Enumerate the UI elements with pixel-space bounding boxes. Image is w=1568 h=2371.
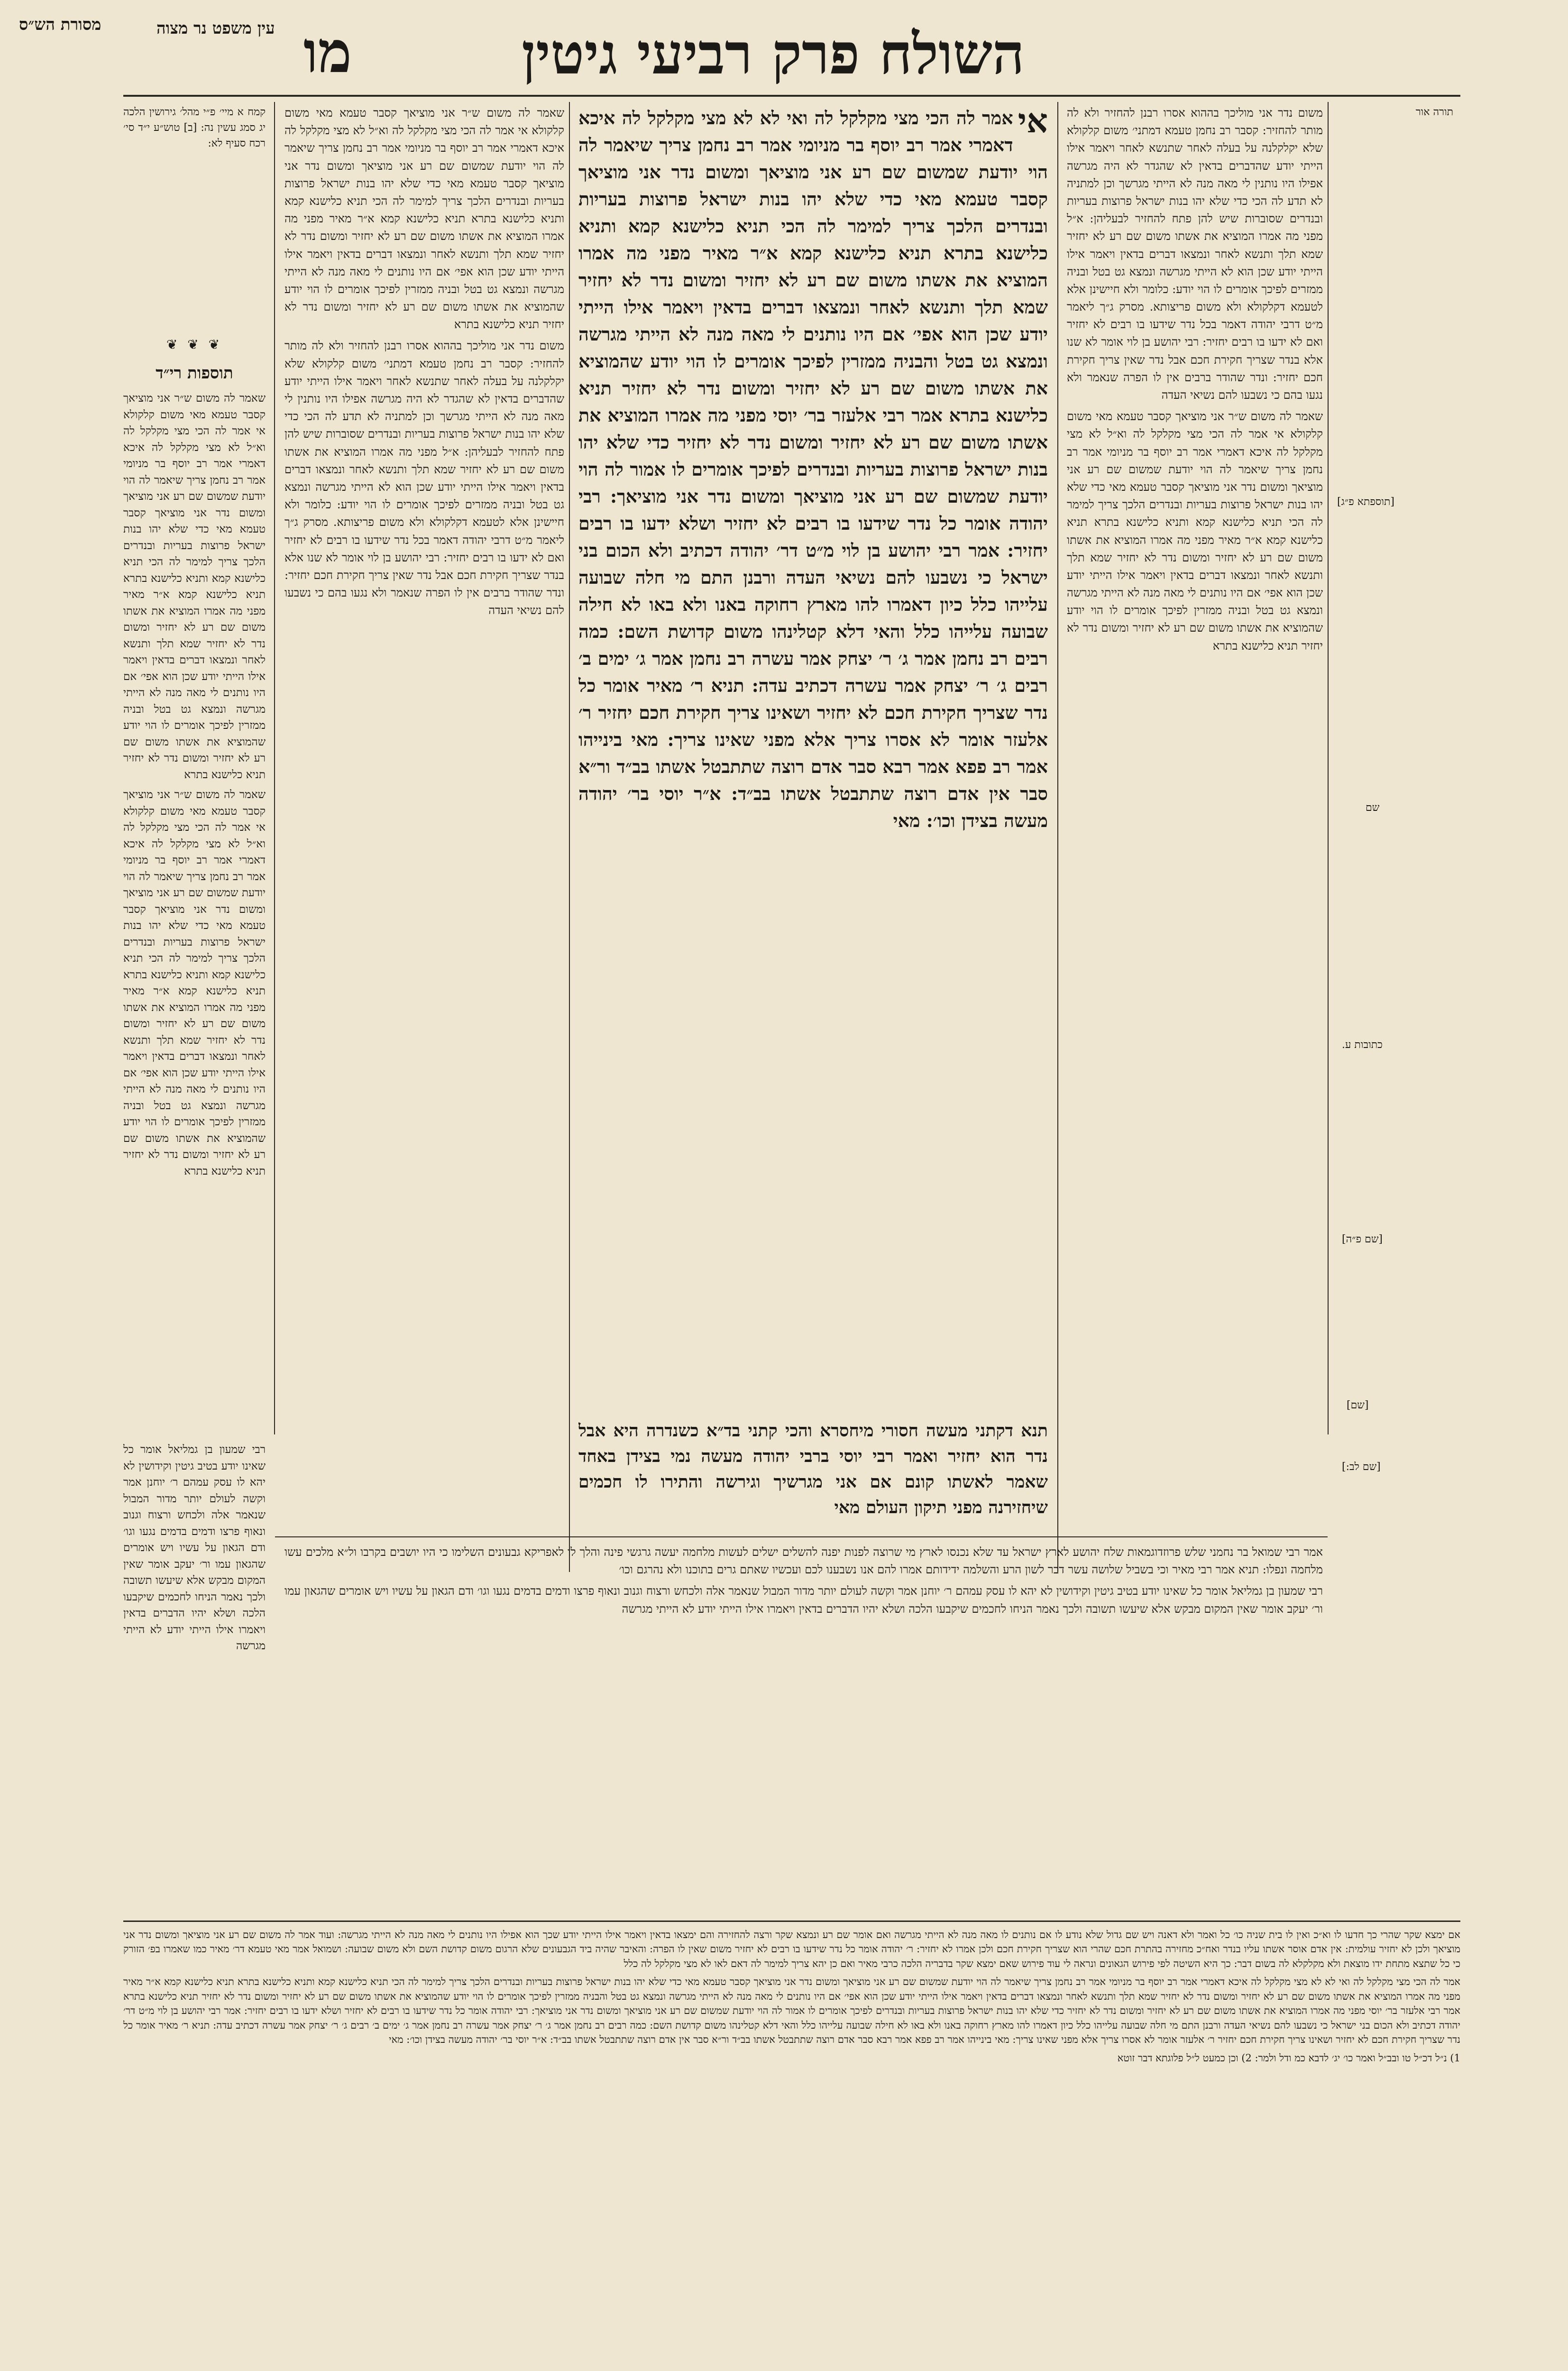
rule-mid-right (1057, 102, 1058, 1572)
header-rule (123, 95, 1460, 97)
rule-bottom-notes (123, 1921, 1460, 1922)
rishonim-text: רבי שמעון בן גמליאל אומר כל שאינו יודע בטיב גיטין וקידושין לא יהא לו עסק עמהם ר׳ יוחנן אמר וקשה לעולם יותר מדור המבול שנאמר אלה ולכחש ורצוח וגנוב ונאוף פרצו ודמים בדמים נגעו וגו׳ ודם הגאון על עשיו ויש אומרים שהגאון עמו ור׳ יעקב אומר שאין המקום מבקש אלא שיעשו תשובה ולכך נאמר הניחו לחכמים שיקבעו הלכה ושלא יהיו הדברים בדאין ויאמרו אילו הייתי יודע לא הייתי מגרשה (284, 1584, 1323, 1616)
rule-mid-left (569, 102, 570, 1572)
gemara-column (578, 104, 1048, 1413)
rule-left (274, 102, 275, 1434)
masoret-label: מסורת הש״ס (19, 15, 101, 34)
commentary-left-text: שאמר לה משום ש״ר אני מוציאך קסבר טעמא מאי משום קלקולא אי אמר לה הכי מצי מקלקל לה וא״ל לא מצי מקלקל לה איכא דאמרי אמר רב יוסף בר מניומי אמר רב נחמן צריך שיאמר לה הוי יודעת שמשום שם רע אני מוציאך ומשום נדר אני מוציאך קסבר טעמא מאי כדי שלא יהו בנות ישראל פרוצות בעריות ובנדרים הלכך צריך למימר לה הכי תניא כלישנא קמא ותניא כלישנא בתרא תניא כלישנא קמא א״ר מאיר מפני מה אמרו המוציא את אשתו משום שם רע לא יחזיר ומשום נדר לא יחזיר שמא תלך ותנשא לאחר ונמצאו דברים בדאין ויאמר אילו הייתי יודע שכן הוא אפי׳ אם היו נותנים לי מאה מנה לא הייתי מגרשה ונמצא גט בטל ובניה ממזרין לפיכך אומרים לו הוי יודע שהמוציא את אשתו משום שם רע לא יחזיר ומשום נדר לא יחזיר תניא כלישנא בתרא (284, 106, 564, 331)
margin-marker-4: [שם פ״ה] (1342, 1233, 1383, 1245)
bottom-notes-text-2: אמר לה הכי מצי מקלקל לה ואי לא לא מצי מקלקל לה איכא דאמרי אמר רב יוסף בר מניומי אמר רב נחמן צריך שיאמר לה הוי יודעת שמשום שם רע אני מוציאך ומשום נדר אני מוציאך קסבר טעמא מאי כדי שלא יהו בנות ישראל פרוצות בעריות ובנדרים הלכך צריך למימר לה הכי תניא כלישנא קמא ותניא כלישנא בתרא תניא כלישנא קמא א״ר מאיר מפני מה אמרו המוציא את אשתו משום שם רע לא יחזיר ומשום נדר לא יחזיר שמא תלך ותנשא לאחר ונמצאו דברים בדאין ויאמר אילו הייתי יודע שכן הוא אפי׳ אם היו נותנים לי מאה מנה לא הייתי מגרשה ונמצא גט בטל והבניה ממזרין לפיכך אומרים לו הוי יודע שהמוציא את אשתו משום שם רע לא יחזיר ומשום נדר לא יחזיר תניא כלישנא בתרא אמר רבי אלעזר בר׳ יוסי מפני מה אמרו המוציא את אשתו משום שם רע לא יחזיר ומשום נדר לא יחזיר כדי שלא יהו בנות ישראל פרוצות בעריות ובנדרים לפיכך אומרים לו אמור לה הוי יודעת שמשום שם רע אני מוציאך ומשום נדר אני מוציאך: רבי יהודה אומר כל נדר שידעו בו רבים לא יחזיר ושלא ידעו בו רבים יחזיר: אמר רבי יהושע בן לוי מ״ט דר׳ יהודה דכתיב ולא הכום בני ישראל כי נשבעו להם נשיאי העדה ורבנן התם מי חלה שבועה עלייהו כלל כיון דאמרו להו מארץ רחוקה באנו ולא באו לא חילה שבועה עלייהו כלל והאי דלא קטלינהו משום קדושת השם: כמה רבים רב נחמן אמר ג׳ ר׳ יצחק אמר עשרה רב נחמן אמר ג׳ ימים ב׳ רבים ג׳ ר׳ יצחק אמר עשרה דכתיב עדה: תניא ר׳ מאיר אומר כל נדר שצריך חקירת חכם לא יחזיר ושאינו צריך חקירת חכם יחזיר ר׳ אלעזר אומר לא אסרו צריך אלא מפני שאינו צריך: מאי בינייהו אמר רב פפא אמר רבא סבר אדם רוצה שתתבטל אשתו בב״ד ור״א סבר אין אדם רוצה שתתבטל אשתו בב״ד: א״ר יוסי בר׳ יהודה מעשה בצידן וכו׳: מאי (123, 1976, 1460, 2046)
commentary-left-text-2: משום נדר אני מוליכך בההוא אסרו רבנן להחזיר ולא לה מותר להחזיר: קסבר רב נחמן טעמא דמתני׳ משום קלקולא שלא יקלקלנה על בעלה לאחר שתנשא לאחר ויאמר אילו הייתי יודע שהדברים בדאין לא שהגדר לא היה מגרשה אפילו היו נותנין לי מאה מנה לא הייתי מגרשך וכן למתניה לא תדע לה הכי כדי שלא יהו בנות ישראל פרוצות בעריות ובנדרים שסוברות שיש להן פתח להחזיר לבעליהן: א״ל מפני מה אמרו המוציא את אשתו משום שם רע לא יחזיר שמא תלך ותנשא לאחר ונמצאו דברים בדאין ויאמר אילו הייתי יודע שכן הוא לא הייתי מגרשה ונמצא גט בטל ובניה ממזרים לפיכך אומרים לו הוי יודע: כלומר ולא חיישינן אלא לטעמא דקלקולא ולא משום פריצותא. מסרק ג״ך ליאמר מ״ט דרבי יהודה דאמר בכל נדר שידעו בו רבים לא יחזיר ואם לא ידעו בו רבים יחזיר: רבי יהושע בן לוי אומר לא שנו אלא בנדר שצריך חקירת חכם אבל נדר שאין צריך חקירת חכם יחזיר: ונדר שהודר ברבים אין לו הפרה שנאמר ולא נגעו בהם כי נשבעו להם נשיאי העדה (284, 339, 564, 617)
page-title: השולח פרק רביעי גיטין (522, 21, 1025, 87)
daf-number: מו (303, 19, 352, 86)
rule-wide-top (275, 1536, 1328, 1537)
ein-mishpat-text: קמח א מיי׳ פ״י מהל׳ גירושין הלכה יג סמג עשין נה: [ב] טוש״ע י״ד סי׳ רכח סעיף לא: (123, 106, 266, 149)
ein-mishpat-label: עין משפט נר מצוה (156, 19, 275, 38)
tosafot-column (123, 332, 266, 1437)
margin-marker-3: כתובות ע. (1342, 1039, 1383, 1051)
margin-marker-2: שם (1366, 802, 1380, 814)
tosafot-lower-column (123, 1442, 266, 1916)
mishna-text: תנא דקתני מעשה חסורי מיחסרא והכי קתני בד״א כשנדרה היא אבל נדר הוא יחזיר ואמר רבי יוסי ברבי יהודה מעשה נמי בצידן באחד שאמר לאשתו קונם אם אני מגרשיך וגירשה והתירו לו חכמים שיחזירנה מפני תיקון העולם מאי (578, 1421, 1048, 1517)
tosafot-text: שאמר לה משום ש״ר אני מוציאך קסבר טעמא מאי משום קלקולא אי אמר לה הכי מצי מקלקל לה וא״ל לא מצי מקלקל לה איכא דאמרי אמר רב יוסף בר מניומי אמר רב נחמן צריך שיאמר לה הוי יודעת שמשום שם רע אני מוציאך ומשום נדר אני מוציאך קסבר טעמא מאי כדי שלא יהו בנות ישראל פרוצות בעריות ובנדרים הלכך צריך למימר לה הכי תניא כלישנא קמא ותניא כלישנא בתרא תניא כלישנא קמא א״ר מאיר מפני מה אמרו המוציא את אשתו משום שם רע לא יחזיר ומשום נדר לא יחזיר שמא תלך ותנשא לאחר ונמצאו דברים בדאין ויאמר אילו הייתי יודע שכן הוא אפי׳ אם היו נותנים לי מאה מנה לא הייתי מגרשה ונמצא גט בטל ובניה ממזרין לפיכך אומרים לו הוי יודע שהמוציא את אשתו משום שם רע לא יחזיר ומשום נדר לא יחזיר תניא כלישנא בתרא (123, 392, 266, 781)
opening-word: אי (1018, 104, 1048, 140)
margin-marker-6: [שם לב:] (1342, 1461, 1381, 1473)
gemara-text: אמר לה הכי מצי מקלקל לה ואי לא לא מצי מקלקל לה איכא דאמרי אמר רב יוסף בר מניומי אמר רב נחמן צריך שיאמר לה הוי יודעת שמשום שם רע אני מוציאך ומשום נדר אני מוציאך קסבר טעמא מאי כדי שלא יהו בנות ישראל פרוצות בעריות ובנדרים הלכך צריך למימר לה הכי תניא כלישנא קמא ותניא כלישנא בתרא תניא כלישנא קמא א״ר מאיר מפני מה אמרו המוציא את אשתו משום שם רע לא יחזיר ומשום נדר לא יחזיר שמא תלך ותנשא לאחר ונמצאו דברים בדאין ויאמר אילו הייתי יודע שכן הוא אפי׳ אם היו נותנים לי מאה מנה לא הייתי מגרשה ונמצא גט בטל והבניה ממזרין לפיכך אומרים לו הוי יודע שהמוציא את אשתו משום שם רע לא יחזיר ומשום נדר לא יחזיר תניא כלישנא בתרא אמר רבי אלעזר בר׳ יוסי מפני מה אמרו המוציא את אשתו משום שם רע לא יחזיר ומשום נדר לא יחזיר כדי שלא יהו בנות ישראל פרוצות בעריות ובנדרים לפיכך אומרים לו אמור לה הוי יודעת שמשום שם רע אני מוציאך ומשום נדר אני מוציאך: רבי יהודה אומר כל נדר שידעו בו רבים לא יחזיר ושלא ידעו בו רבים יחזיר: אמר רבי יהושע בן לוי מ״ט דר׳ יהודה דכתיב ולא הכום בני ישראל כי נשבעו להם נשיאי העדה ורבנן התם מי חלה שבועה עלייהו כלל כיון דאמרו להו מארץ רחוקה באנו ולא באו לא חילה שבועה עלייהו כלל והאי דלא קטלינהו משום קדושת השם: כמה רבים רב נחמן אמר ג׳ ר׳ יצחק אמר עשרה רב נחמן אמר ג׳ ימים ב׳ רבים ג׳ ר׳ יצחק אמר עשרה דכתיב עדה: תניא ר׳ מאיר אומר כל נדר שצריך חקירת חכם לא יחזיר ושאינו צריך חקירת חכם יחזיר ר׳ אלעזר אומר לא אסרו צריך אלא מפני שאינו צריך: מאי בינייהו אמר רב פפא אמר רבא סבר אדם רוצה שתתבטל אשתו בב״ד ור״א סבר אין אדם רוצה שתתבטל אשתו בב״ד: א״ר יוסי בר׳ יהודה מעשה בצידן וכו׳: מאי (578, 107, 1048, 831)
margin-marker-5: [שם] (1347, 1399, 1369, 1411)
commentary-left-column (284, 104, 564, 1451)
rashi-column (1067, 104, 1323, 1470)
rashi-text-2: שאמר לה משום ש״ר אני מוציאך קסבר טעמא מאי משום קלקולא אי אמר לה הכי מצי מקלקל לה וא״ל לא מצי מקלקל לה איכא דאמרי אמר רב יוסף בר מניומי אמר רב נחמן צריך שיאמר לה הוי יודעת שמשום שם רע אני מוציאך ומשום נדר אני מוציאך קסבר טעמא מאי כדי שלא יהו בנות ישראל פרוצות בעריות ובנדרים הלכך צריך למימר לה הכי תניא כלישנא קמא ותניא כלישנא בתרא תניא כלישנא קמא א״ר מאיר מפני מה אמרו המוציא את אשתו משום שם רע לא יחזיר ומשום נדר לא יחזיר שמא תלך ותנשא לאחר ונמצאו דברים בדאין ויאמר אילו הייתי יודע שכן הוא אפי׳ אם היו נותנים לי מאה מנה לא הייתי מגרשה ונמצא גט בטל ובניה ממזרין לפיכך אומרים לו הוי יודע שהמוציא את אשתו משום שם רע לא יחזיר ומשום נדר לא יחזיר תניא כלישנא בתרא (1067, 410, 1323, 652)
tosafot-lower-text: רבי שמעון בן גמליאל אומר כל שאינו יודע בטיב גיטין וקידושין לא יהא לו עסק עמהם ר׳ יוחנן אמר וקשה לעולם יותר מדור המבול שנאמר אלה ולכחש ורצוח וגנוב ונאוף פרצו ודמים בדמים נגעו וגו׳ ודם הגאון על עשיו ויש אומרים שהגאון עמו ור׳ יעקב אומר שאין המקום מבקש אלא שיעשו תשובה ולכך נאמר הניחו לחכמים שיקבעו הלכה ושלא יהיו הדברים בדאין ויאמרו אילו הייתי יודע לא הייתי מגרשה (123, 1443, 266, 1652)
tosafot-ornament: ❦ ❦ ❦ (166, 337, 223, 352)
mishna-block (578, 1418, 1048, 1527)
continuation-text: אמר רבי שמואל בר נחמני שלש פרוזדוגמאות שלח יהושע לארץ ישראל עד שלא נכנסו לארץ מי שרוצה לפנות יפנה להשלים ישלים לעשות מלחמה יעשה גרגשי פינה והלך לו לאפריקא גבעונים השלימו כי היו יושבים בקרבו ול״א מלכים עשו מלחמה ונפלו: תניא אמר רבי מאיר וכי בשביל שלושה עשר דבר לשון הרע והשלמה ידידותם אמרו להם אנו נשבענו לכם ועכשיו שאתם גרים בתוכנו ולא נהרגם וכו׳ (284, 1545, 1323, 1577)
bottom-footnote: 1) נ״ל דכ״ל טו ובב״ל ואמר כו׳ יג׳ לדבא כמ ודל ולמר: 2) וכן כמעט ל״ל פלוגתא דבר זוטא (1117, 2052, 1460, 2064)
bottom-notes (123, 1928, 1460, 2371)
tosafot-text-repeat: שאמר לה משום ש״ר אני מוציאך קסבר טעמא מאי משום קלקולא אי אמר לה הכי מצי מקלקל לה וא״ל לא מצי מקלקל לה איכא דאמרי אמר רב יוסף בר מניומי אמר רב נחמן צריך שיאמר לה הוי יודעת שמשום שם רע אני מוציאך ומשום נדר אני מוציאך קסבר טעמא מאי כדי שלא יהו בנות ישראל פרוצות בעריות ובנדרים הלכך צריך למימר לה הכי תניא כלישנא קמא ותניא כלישנא בתרא תניא כלישנא קמא א״ר מאיר מפני מה אמרו המוציא את אשתו משום שם רע לא יחזיר ומשום נדר לא יחזיר שמא תלך ותנשא לאחר ונמצאו דברים בדאין ויאמר אילו הייתי יודע שכן הוא אפי׳ אם היו נותנים לי מאה מנה לא הייתי מגרשה ונמצא גט בטל ובניה ממזרין לפיכך אומרים לו הוי יודע שהמוציא את אשתו משום שם רע לא יחזיר ומשום נדר לא יחזיר תניא כלישנא בתרא (123, 789, 266, 1177)
bottom-notes-text: אם ימצא שקר שהרי כך חדעו לו וא״כ ואין לו בית שניה כו׳ כל ואמר ולא דאנה ויש שם גדול שלא נודע לו אם נותנים לו מאה מנה לא הייתי מגרשה ואם אומר שם רע ונמצא שקר ורצה להחזירה והם ימצאו בדאין ויאמר אילו הייתי יודע שכך הוא אפילו היו נותנים לי מאה מנה לא הייתי מגרשה: ועוד אמר לה משום שם רע אני מוציאך ומשום נדר אני מוציאך ולכן לא יחזיר עולמית: אין אדם אוסר אשתו עליו בנדר ואח״כ מחזירה בהתרת חכם שהרי הוא שצריך חקירת חכם ולכן אמרו לא יחזיר: ר׳ יהודה אומר כל נדר שידעו בו רבים לא יחזיר משום שאין לו הפרה: והאיבר שהיה ביד הגבעונים שלא הרגום משום קדושת השם ולא משום שבועה: ושמואל אמר מאי טעמא דר׳ מאיר כמו שאמרו בפ׳ הזורק כי כל שתצא מתחת ידו מוצאת ולא מקלקלא לה בשום דבר: כך היא השיטה לפי פירוש הגאונים ונראה לי עוד פירוש שאם ימצא שקר בדבריה הלכה כרבי מאיר ואם כן יהא צריך למימר לה דאם לאו לא מצי מקלקל לה כלל (123, 1929, 1460, 1969)
torah-or-label: תורה אור (1415, 106, 1453, 118)
rishonim-section (284, 1544, 1323, 1913)
margin-marker-1: [תוספתא פ״ג] (1337, 496, 1395, 508)
rashi-text: משום נדר אני מוליכך בההוא אסרו רבנן להחזיר ולא לה מותר להחזיר: קסבר רב נחמן טעמא דמתני׳ משום קלקולא שלא יקלקלנה על בעלה לאחר שתנשא לאחר ויאמר אילו הייתי יודע שהדברים בדאין לא שהגדר לא היה מגרשה אפילו היו נותנין לי מאה מנה לא הייתי מגרשך וכן למתניה לא תדע לה הכי כדי שלא יהו בנות ישראל פרוצות בעריות ובנדרים שסוברות שיש להן פתח להחזיר לבעליהן: א״ל מפני מה אמרו המוציא את אשתו משום שם רע לא יחזיר שמא תלך ותנשא לאחר ונמצאו דברים בדאין ויאמר אילו הייתי יודע שכן הוא לא הייתי מגרשה ונמצא גט בטל ובניה ממזרים לפיכך אומרים לו הוי יודע: כלומר ולא חיישינן אלא לטעמא דקלקולא ולא משום פריצותא. מסרק ג״ך ליאמר מ״ט דרבי יהודה דאמר בכל נדר שידעו בו רבים לא יחזיר ואם לא ידעו בו רבים יחזיר: רבי יהושע בן לוי אומר לא שנו אלא בנדר שצריך חקירת חכם אבל נדר שאין צריך חקירת חכם יחזיר: ונדר שהודר ברבים אין לו הפרה שנאמר ולא נגעו בהם כי נשבעו להם נשיאי העדה (1067, 106, 1323, 402)
tosafot-title: תוספות רי״ד (156, 364, 233, 383)
rule-right (1328, 102, 1329, 1434)
